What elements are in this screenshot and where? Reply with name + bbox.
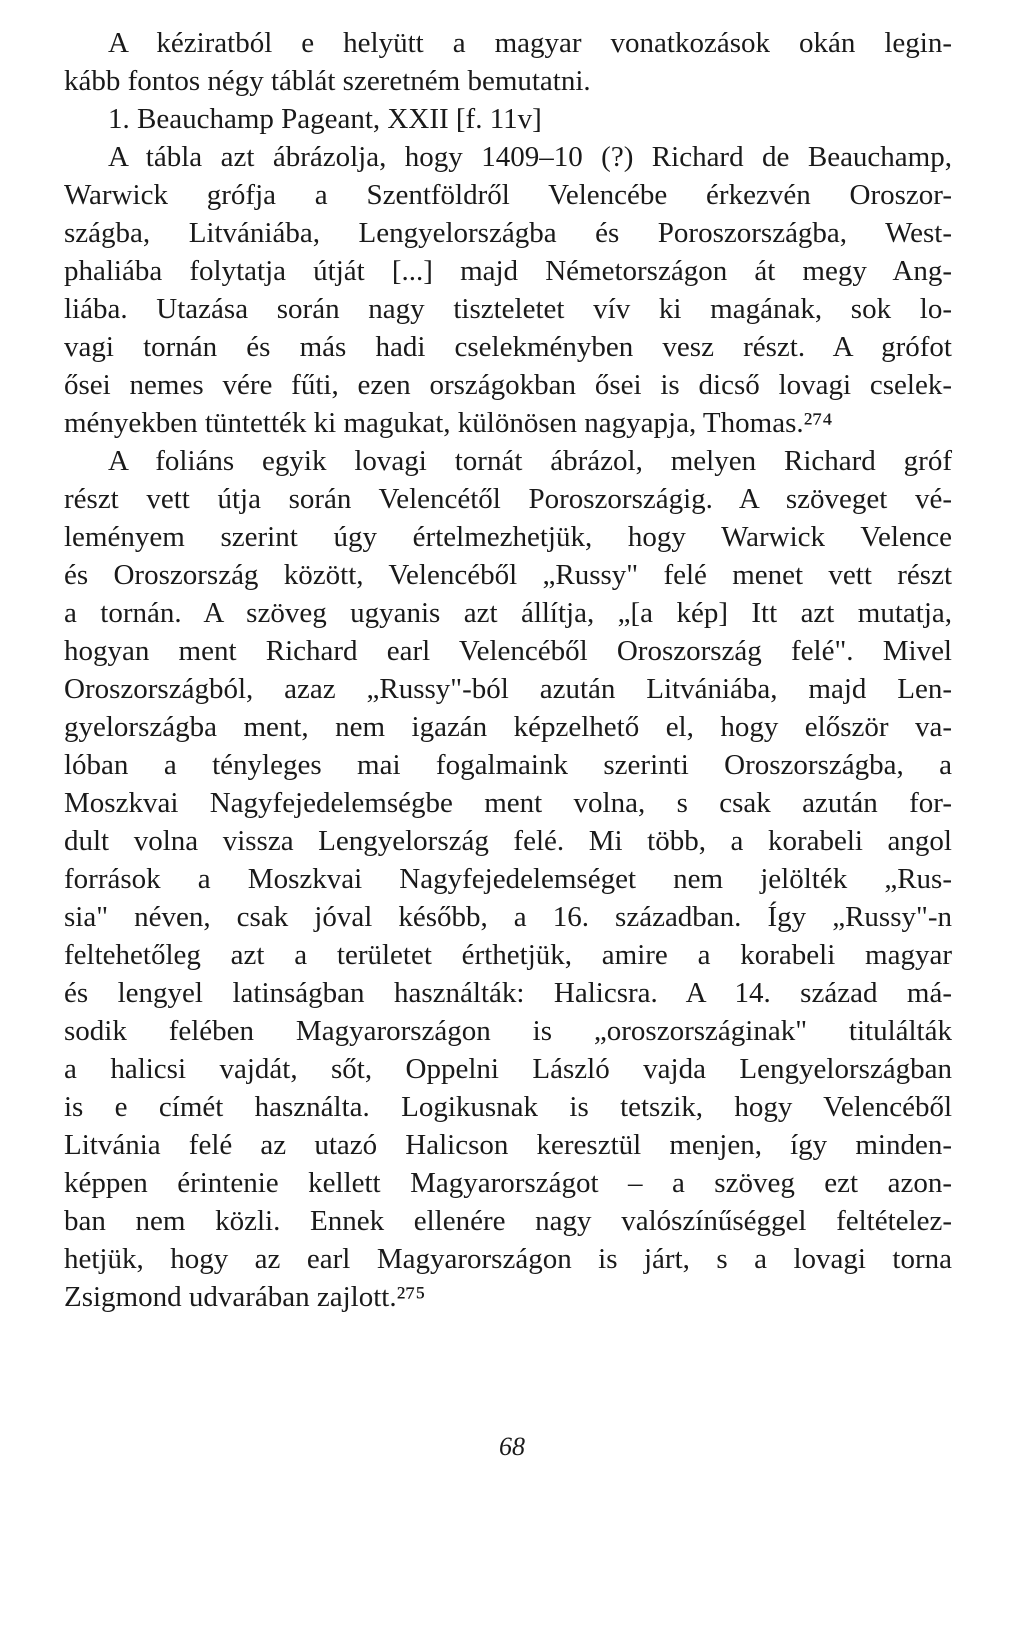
- text-line: források a Moszkvai Nagyfejedelemséget nem jelölték „Rus-: [64, 863, 952, 895]
- section-heading: 1. Beauchamp Pageant, XXII [f. 11v]: [108, 103, 542, 135]
- text-line: Moszkvai Nagyfejedelemségbe ment volna, s csak azután for-: [64, 787, 952, 819]
- text-line: a tornán. A szöveg ugyanis azt állítja, „[a kép] Itt azt mutatja,: [64, 597, 952, 629]
- text-line: és lengyel latinságban használták: Halicsra. A 14. század má-: [64, 977, 952, 1009]
- text-line: ményekben tüntették ki magukat, különösen nagyapja, Thomas.²⁷⁴: [64, 407, 833, 439]
- text-line: leményem szerint úgy értelmezhetjük, hogy Warwick Velence: [64, 521, 952, 553]
- text-line: szágba, Litvániába, Lengyelországba és Poroszországba, West-: [64, 217, 952, 249]
- text-line: a halicsi vajdát, sőt, Oppelni László vajda Lengyelországban: [64, 1053, 952, 1085]
- text-line: hogyan ment Richard earl Velencéből Oroszország felé". Mivel: [64, 635, 952, 667]
- text-line: sia" néven, csak jóval később, a 16. században. Így „Russy"-n: [64, 901, 952, 933]
- text-line: Oroszországból, azaz „Russy"-ból azután Litvániába, majd Len-: [64, 673, 952, 705]
- text-line: ősei nemes vére fűti, ezen országokban ősei is dicső lovagi cselek-: [64, 369, 952, 401]
- text-line: vagi tornán és más hadi cselekményben vesz részt. A grófot: [64, 331, 952, 363]
- text-line: kább fontos négy táblát szeretném bemutatni.: [64, 65, 591, 97]
- text-line: dult volna vissza Lengyelország felé. Mi több, a korabeli angol: [64, 825, 952, 857]
- text-line: A tábla azt ábrázolja, hogy 1409–10 (?) Richard de Beauchamp,: [108, 141, 952, 173]
- text-line: A kéziratból e helyütt a magyar vonatkozások okán legin-: [108, 27, 952, 59]
- page-number: 68: [499, 1432, 525, 1461]
- text-line: A foliáns egyik lovagi tornát ábrázol, melyen Richard gróf: [108, 445, 952, 477]
- text-line: ban nem közli. Ennek ellenére nagy valószínűséggel feltételez-: [64, 1205, 952, 1237]
- text-line: részt vett útja során Velencétől Poroszországig. A szöveget vé-: [64, 483, 952, 515]
- text-line: Zsigmond udvarában zajlott.²⁷⁵: [64, 1281, 426, 1313]
- text-line: phaliába folytatja útját [...] majd Németországon át megy Ang-: [64, 255, 952, 287]
- text-line: sodik felében Magyarországon is „oroszországinak" titulálták: [64, 1015, 952, 1047]
- text-line: feltehetőleg azt a területet érthetjük, amire a korabeli magyar: [64, 939, 952, 971]
- text-line: Warwick grófja a Szentföldről Velencébe érkezvén Oroszor-: [64, 179, 952, 211]
- page-body: [64, 24, 952, 1316]
- text-line: és Oroszország között, Velencéből „Russy" felé menet vett részt: [64, 559, 952, 591]
- text-line: is e címét használta. Logikusnak is tetszik, hogy Velencéből: [64, 1091, 952, 1123]
- text-line: képpen érintenie kellett Magyarországot – a szöveg ezt azon-: [64, 1167, 952, 1199]
- text-line: Litvánia felé az utazó Halicson keresztül menjen, így minden-: [64, 1129, 952, 1161]
- text-line: gyelországba ment, nem igazán képzelhető el, hogy először va-: [64, 711, 952, 743]
- text-line: liába. Utazása során nagy tiszteletet vív ki magának, sok lo-: [64, 293, 952, 325]
- text-line: lóban a tényleges mai fogalmaink szerinti Oroszországba, a: [64, 749, 952, 781]
- text-line: hetjük, hogy az earl Magyarországon is járt, s a lovagi torna: [64, 1243, 952, 1275]
